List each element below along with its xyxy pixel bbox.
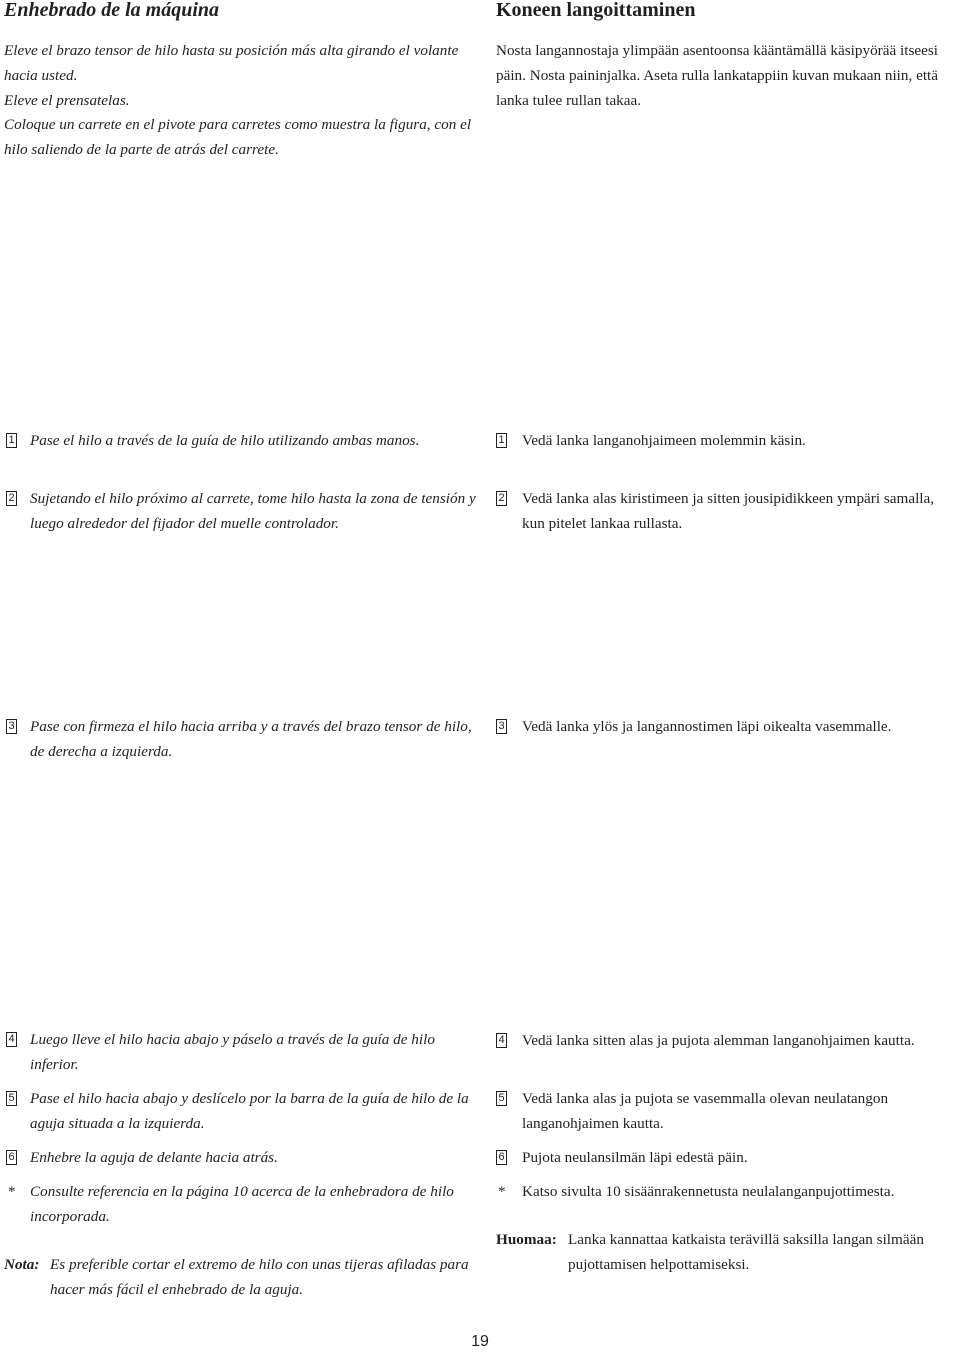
spanish-step-6 xyxy=(6,1146,476,1171)
spanish-step-4 xyxy=(6,1028,476,1078)
step-text: Pase el hilo hacia abajo y deslícelo por la barra de la guía de hilo de la aguja situada a la izquierda. xyxy=(30,1090,469,1132)
finnish-note xyxy=(496,1228,960,1278)
finnish-column xyxy=(494,0,960,1353)
spanish-step-3 xyxy=(6,715,476,765)
asterisk-mark: * xyxy=(8,1183,16,1200)
step-text: Sujetando el hilo próximo al carrete, tome hilo hasta la zona de tensión y luego alrededor del fijador del muelle controlador. xyxy=(30,490,476,532)
finnish-step-1 xyxy=(496,429,960,454)
spanish-step-1 xyxy=(6,429,476,454)
step-number-box: 2 xyxy=(6,491,17,506)
step-number-box: 2 xyxy=(496,491,507,506)
spanish-note xyxy=(4,1253,474,1303)
finnish-asterisk-note xyxy=(496,1180,960,1205)
step-number-box: 3 xyxy=(6,719,17,734)
finnish-step-5 xyxy=(496,1087,960,1137)
spanish-step-2 xyxy=(6,487,476,537)
asterisk-mark: * xyxy=(498,1183,506,1200)
step-number-box: 1 xyxy=(6,433,17,448)
asterisk-text: Consulte referencia en la página 10 acerca de la enhebradora de hilo incorporada. xyxy=(30,1183,454,1225)
step-number-box: 4 xyxy=(6,1032,17,1047)
spanish-intro: Eleve el brazo tensor de hilo hasta su posición más alta girando el volante hacia usted. Eleve el prensatelas. Coloque un carrete en el pivote para carretes como muestra la figura, con el hilo saliendo de la parte de atrás del carrete. xyxy=(4,42,472,159)
finnish-step-2 xyxy=(496,487,960,537)
page-number: 19 xyxy=(471,1333,489,1350)
finnish-step-4 xyxy=(496,1029,960,1054)
finnish-step-3 xyxy=(496,715,960,740)
step-number-box: 5 xyxy=(496,1091,507,1106)
finnish-intro: Nosta langannostaja ylimpään asentoonsa kääntämällä käsipyörää itseesi päin. Nosta paininjalka. Aseta rulla lankatappiin kuvan mukaan niin, että lanka tulee rullan takaa. xyxy=(496,42,939,109)
finnish-title: Koneen langoittaminen xyxy=(496,0,696,21)
step-text: Vedä lanka ylös ja langannostimen läpi oikealta vasemmalle. xyxy=(522,718,892,735)
note-text: Es preferible cortar el extremo de hilo con unas tijeras afiladas para hacer más fácil el enhebrado de la aguja. xyxy=(50,1256,469,1298)
asterisk-text: Katso sivulta 10 sisäänrakennetusta neulalanganpujottimesta. xyxy=(522,1183,895,1200)
step-text: Pase el hilo a través de la guía de hilo utilizando ambas manos. xyxy=(30,432,420,449)
spanish-asterisk-note xyxy=(6,1180,476,1230)
step-text: Enhebre la aguja de delante hacia atrás. xyxy=(30,1149,278,1166)
step-number-box: 1 xyxy=(496,433,507,448)
step-number-box: 4 xyxy=(496,1033,507,1048)
step-text: Vedä lanka langanohjaimeen molemmin käsin. xyxy=(522,432,806,449)
step-text: Pujota neulansilmän läpi edestä päin. xyxy=(522,1149,748,1166)
step-text: Pase con firmeza el hilo hacia arriba y a través del brazo tensor de hilo, de derecha a izquierda. xyxy=(30,718,472,760)
step-text: Vedä lanka sitten alas ja pujota alemman langanohjaimen kautta. xyxy=(522,1032,915,1049)
step-text: Vedä lanka alas ja pujota se vasemmalla olevan neulatangon langanohjaimen kautta. xyxy=(522,1090,889,1132)
note-text: Lanka kannattaa katkaista terävillä saksilla langan silmään pujottamisen helpottamiseksi. xyxy=(568,1231,924,1273)
step-text: Luego lleve el hilo hacia abajo y páselo a través de la guía de hilo inferior. xyxy=(30,1031,435,1073)
note-label: Huomaa: xyxy=(496,1231,557,1248)
step-number-box: 6 xyxy=(6,1150,17,1165)
step-number-box: 5 xyxy=(6,1091,17,1106)
spanish-title: Enhebrado de la máquina xyxy=(4,0,220,21)
step-number-box: 3 xyxy=(496,719,507,734)
step-text: Vedä lanka alas kiristimeen ja sitten jousipidikkeen ympäri samalla, kun pitelet lankaa rullasta. xyxy=(522,490,935,532)
note-label: Nota: xyxy=(4,1256,40,1273)
step-number-box: 6 xyxy=(496,1150,507,1165)
finnish-step-6 xyxy=(496,1146,960,1171)
spanish-step-5 xyxy=(6,1087,476,1137)
